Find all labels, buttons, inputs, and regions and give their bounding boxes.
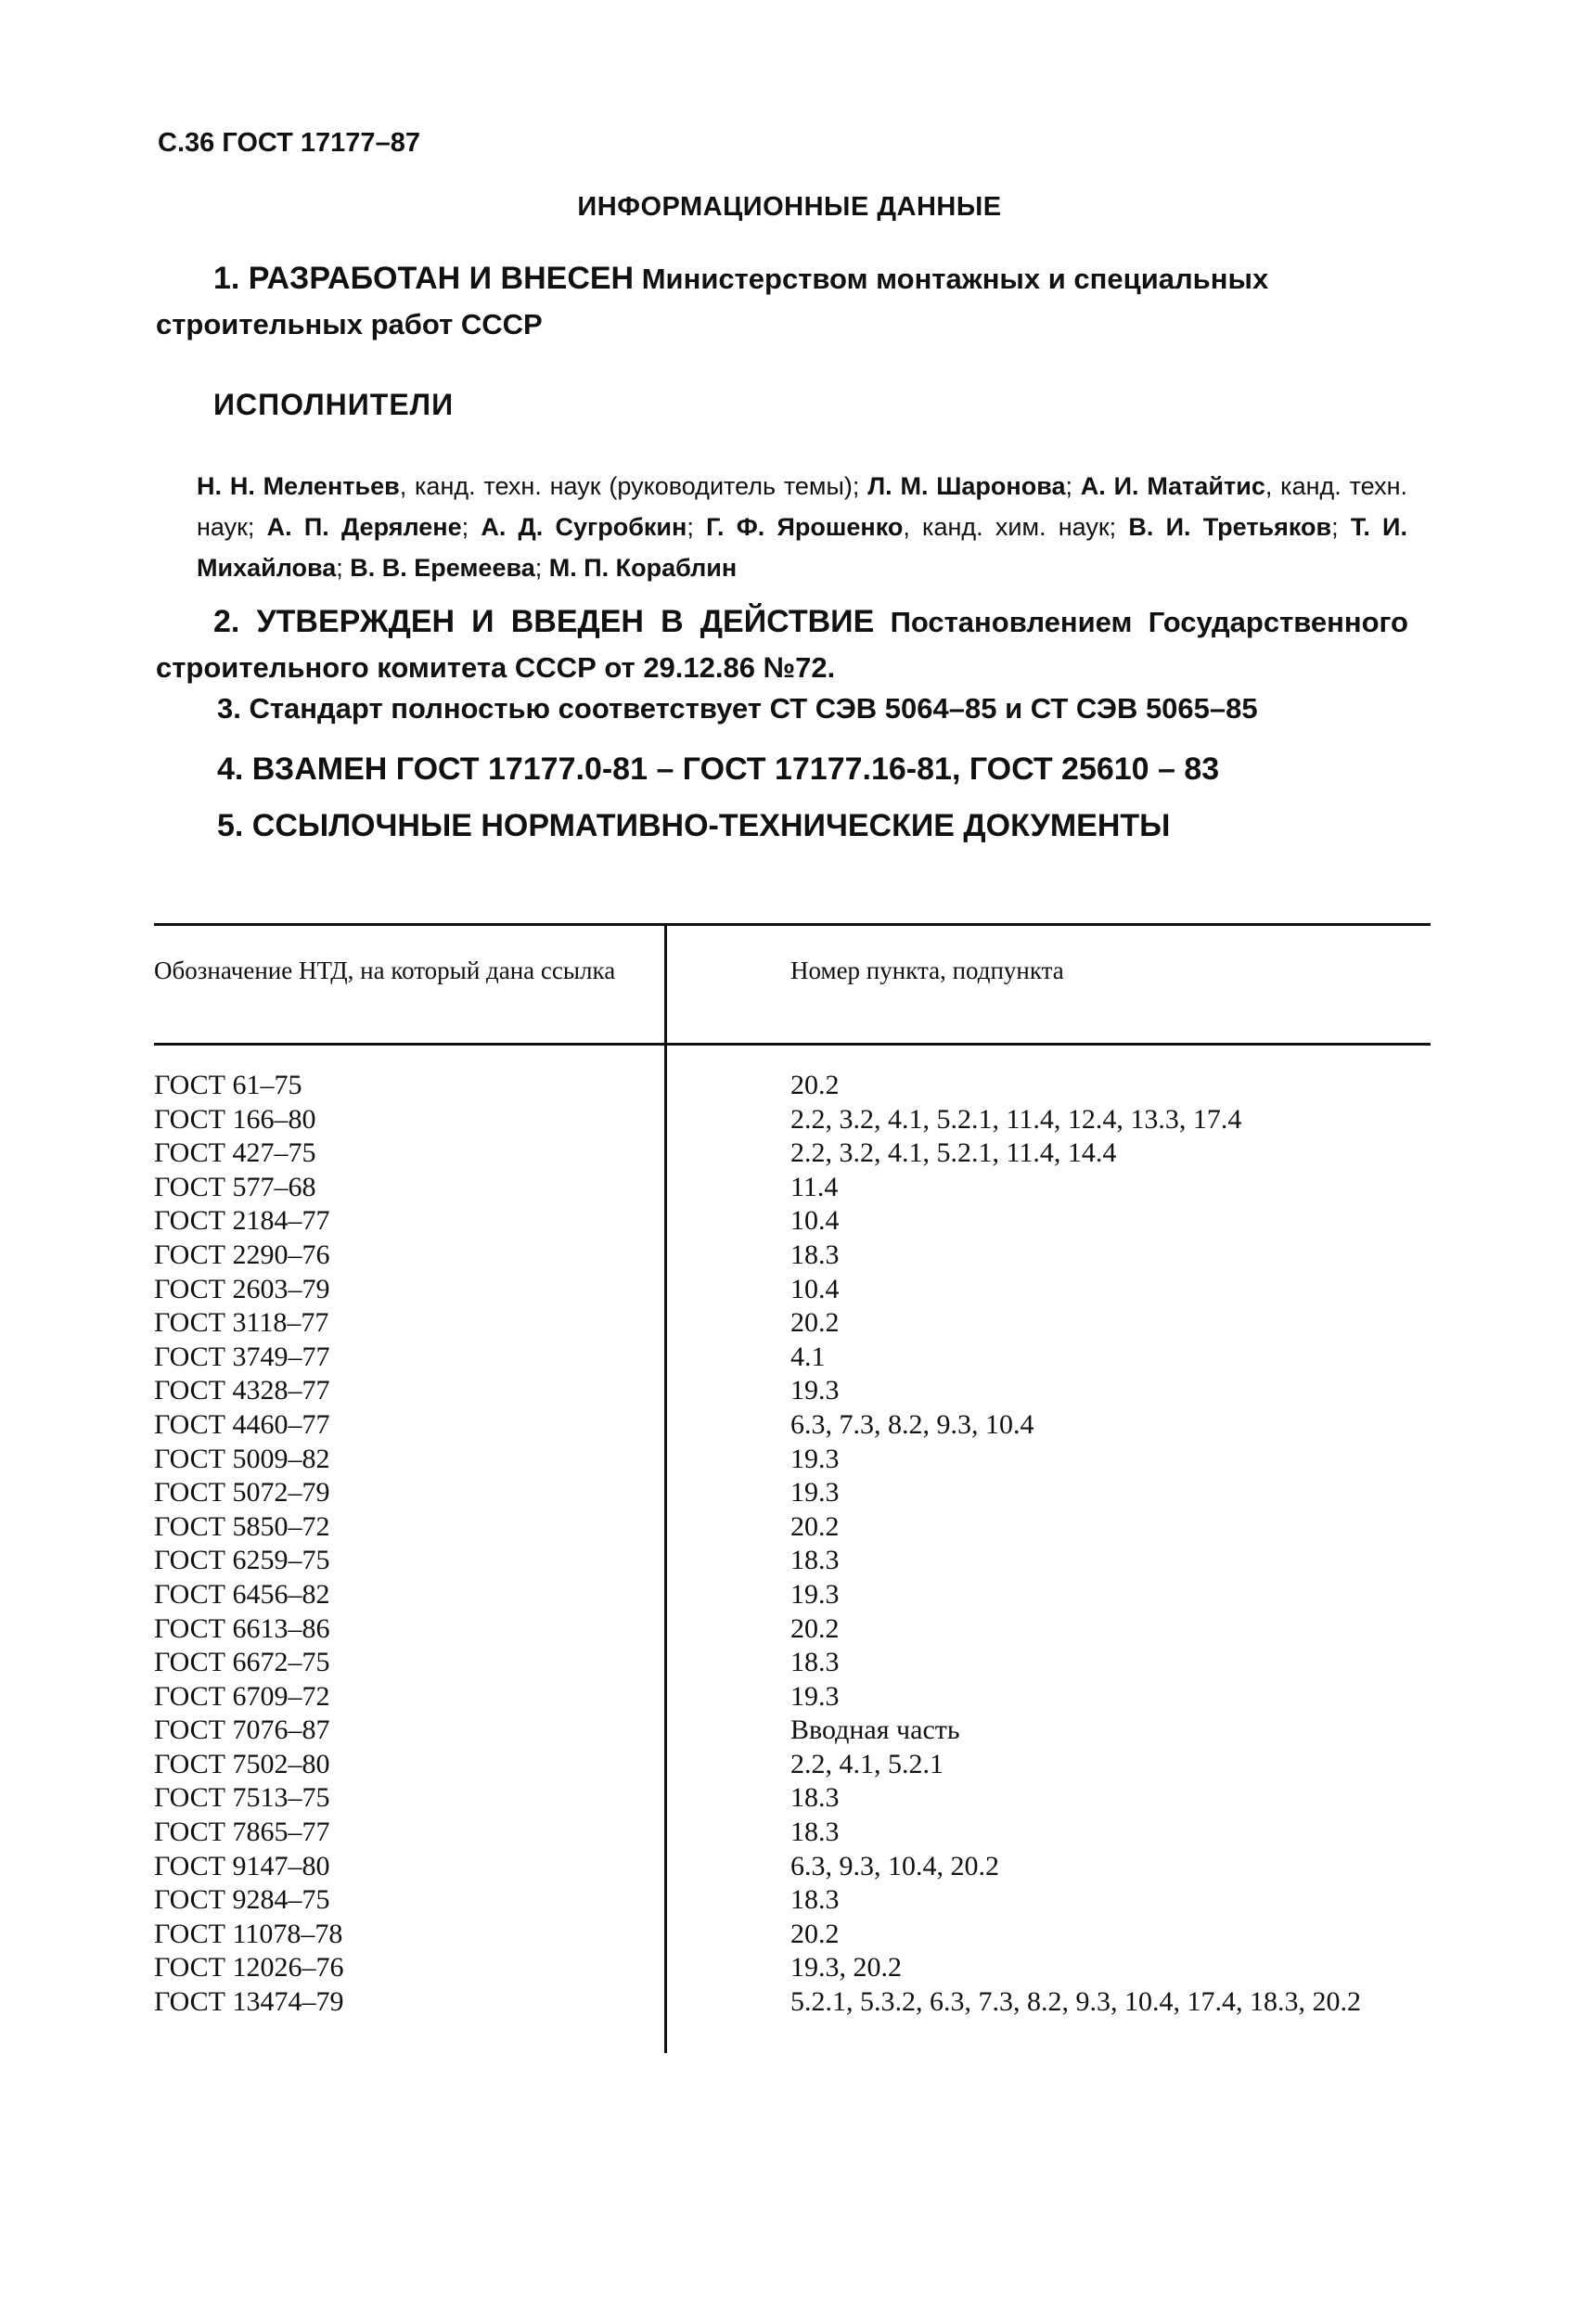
table-cell-clauses: 11.4 <box>790 1171 839 1202</box>
table-top-rule <box>154 923 1431 926</box>
table-cell-clauses: 20.2 <box>790 1612 840 1644</box>
table-cell-clauses: 20.2 <box>790 1070 840 1100</box>
table-cell-clauses: 6.3, 7.3, 8.2, 9.3, 10.4 <box>790 1408 1034 1440</box>
table-cell-clauses: 4.1 <box>790 1341 826 1372</box>
table-cell-clauses: 18.3 <box>790 1782 840 1814</box>
table-cell-document: ГОСТ 4460–77 <box>154 1408 330 1440</box>
table-cell-document: ГОСТ 7513–75 <box>154 1782 330 1814</box>
table-cell-document: ГОСТ 6259–75 <box>154 1545 330 1576</box>
table-cell-document: ГОСТ 11078–78 <box>154 1918 343 1949</box>
executors-list <box>197 466 1407 588</box>
table-cell-document: ГОСТ 12026–76 <box>154 1952 344 1984</box>
table-cell-document: ГОСТ 2290–76 <box>154 1239 330 1270</box>
table-cell-clauses: Вводная часть <box>790 1714 960 1746</box>
table-cell-clauses: 6.3, 9.3, 10.4, 20.2 <box>790 1850 999 1881</box>
table-cell-document: ГОСТ 6613–86 <box>154 1612 330 1644</box>
info-title: ИНФОРМАЦИОННЫЕ ДАННЫЕ <box>577 192 1002 222</box>
executor-name: А. П. Дерялене <box>266 513 462 541</box>
table-cell-clauses: 20.2 <box>790 1510 840 1542</box>
table-cell-clauses: 18.3 <box>790 1817 840 1848</box>
executor-detail: ; <box>336 554 351 582</box>
table-cell-document: ГОСТ 6456–82 <box>154 1578 330 1610</box>
table-header-left: Обозначение НТД, на который дана ссылка <box>154 957 616 984</box>
table-cell-document: ГОСТ 166–80 <box>154 1103 316 1135</box>
table-cell-clauses: 10.4 <box>790 1273 840 1304</box>
item-2-text: Постановлением Государственного строительного комитета СССР от 29.12.86 №72. <box>156 606 1408 684</box>
executor-name: А. И. Матайтис <box>1080 472 1265 500</box>
table-cell-clauses: 2.2, 3.2, 4.1, 5.2.1, 11.4, 12.4, 13.3, 17.4 <box>790 1103 1242 1135</box>
item-5: 5. ССЫЛОЧНЫЕ НОРМАТИВНО-ТЕХНИЧЕСКИЕ ДОКУМЕНТЫ <box>217 808 1171 843</box>
table-cell-clauses: 20.2 <box>790 1307 840 1339</box>
table-cell-clauses: 19.3 <box>790 1578 840 1610</box>
executor-name: В. И. Третьяков <box>1128 513 1332 541</box>
executor-name: Л. М. Шаронова <box>867 472 1066 500</box>
table-cell-document: ГОСТ 5850–72 <box>154 1510 330 1542</box>
executor-name: В. В. Еремеева <box>350 554 535 582</box>
executor-name: М. П. Кораблин <box>548 554 738 582</box>
table-cell-document: ГОСТ 577–68 <box>154 1171 316 1202</box>
table-cell-document: ГОСТ 2603–79 <box>154 1273 330 1304</box>
executor-name: Г. Ф. Ярошенко <box>706 513 904 541</box>
executor-detail: ; <box>687 513 707 541</box>
executor-detail: ; <box>1331 513 1351 541</box>
table-cell-clauses: 20.2 <box>790 1918 840 1949</box>
table-header-rule <box>154 1043 1431 1046</box>
table-cell-clauses: 18.3 <box>790 1884 840 1916</box>
table-column-clauses <box>790 1069 1412 2020</box>
table-cell-document: ГОСТ 5009–82 <box>154 1443 330 1474</box>
table-cell-document: ГОСТ 7502–80 <box>154 1748 330 1779</box>
table-cell-document: ГОСТ 3118–77 <box>154 1307 329 1339</box>
executor-name: А. Д. Сугробкин <box>481 513 687 541</box>
table-cell-clauses: 2.2, 4.1, 5.2.1 <box>790 1748 944 1779</box>
table-cell-document: ГОСТ 7865–77 <box>154 1817 330 1848</box>
table-cell-clauses: 19.3 <box>790 1443 840 1474</box>
table-cell-document: ГОСТ 5072–79 <box>154 1477 330 1509</box>
table-cell-document: ГОСТ 6672–75 <box>154 1647 330 1678</box>
table-column-documents <box>154 1069 646 2020</box>
table-cell-clauses: 18.3 <box>790 1545 840 1576</box>
executor-detail: , канд. техн. наук (руководитель темы); <box>399 472 868 500</box>
executor-detail: ; <box>534 554 549 582</box>
table-cell-clauses: 19.3 <box>790 1680 840 1712</box>
table-cell-clauses: 19.3 <box>790 1375 840 1406</box>
executor-detail: ; <box>1065 472 1081 500</box>
item-1-lead: 1. РАЗРАБОТАН И ВНЕСЕН <box>213 261 635 296</box>
item-2-lead: 2. УТВЕРЖДЕН И ВВЕДЕН В ДЕЙСТВИЕ <box>213 604 875 639</box>
running-head: С.36 ГОСТ 17177–87 <box>158 128 420 158</box>
executor-detail: , канд. техн. наук; <box>197 472 1407 541</box>
table-cell-clauses: 18.3 <box>790 1647 840 1678</box>
executor-name: Н. Н. Мелентьев <box>197 472 400 500</box>
table-cell-document: ГОСТ 13474–79 <box>154 1986 344 2018</box>
table-cell-clauses: 19.3 <box>790 1477 840 1509</box>
table-cell-clauses: 18.3 <box>790 1239 840 1270</box>
item-1 <box>156 256 1408 347</box>
item-2 <box>156 599 1408 690</box>
executor-detail: , канд. хим. наук; <box>903 513 1129 541</box>
table-cell-document: ГОСТ 61–75 <box>154 1070 302 1100</box>
table-cell-document: ГОСТ 7076–87 <box>154 1714 330 1746</box>
table-cell-document: ГОСТ 427–75 <box>154 1137 316 1169</box>
executor-name: Т. И. Михайлова <box>197 513 1407 582</box>
executors-heading: ИСПОЛНИТЕЛИ <box>213 388 455 421</box>
table-header-right: Номер пункта, подпункта <box>790 957 1064 984</box>
table-cell-document: ГОСТ 3749–77 <box>154 1341 330 1372</box>
table-cell-clauses: 2.2, 3.2, 4.1, 5.2.1, 11.4, 14.4 <box>790 1137 1117 1169</box>
table-column-divider <box>664 923 667 2053</box>
table-cell-clauses: 19.3, 20.2 <box>790 1952 902 1984</box>
item-1-text: Министерством монтажных и специальных строительных работ СССР <box>156 263 1269 340</box>
table-cell-document: ГОСТ 6709–72 <box>154 1680 330 1712</box>
table-cell-clauses: 10.4 <box>790 1205 840 1237</box>
item-4: 4. ВЗАМЕН ГОСТ 17177.0-81 – ГОСТ 17177.16-81, ГОСТ 25610 – 83 <box>217 751 1220 787</box>
table-cell-document: ГОСТ 9147–80 <box>154 1850 330 1881</box>
table-cell-clauses: 5.2.1, 5.3.2, 6.3, 7.3, 8.2, 9.3, 10.4, 17.4, 18.3, 20.2 <box>790 1986 1361 2018</box>
table-cell-document: ГОСТ 4328–77 <box>154 1375 330 1406</box>
table-cell-document: ГОСТ 9284–75 <box>154 1884 330 1916</box>
item-3: 3. Стандарт полностью соответствует СТ СЭВ 5064–85 и СТ СЭВ 5065–85 <box>217 692 1258 725</box>
executor-detail: ; <box>461 513 481 541</box>
table-cell-document: ГОСТ 2184–77 <box>154 1205 330 1237</box>
